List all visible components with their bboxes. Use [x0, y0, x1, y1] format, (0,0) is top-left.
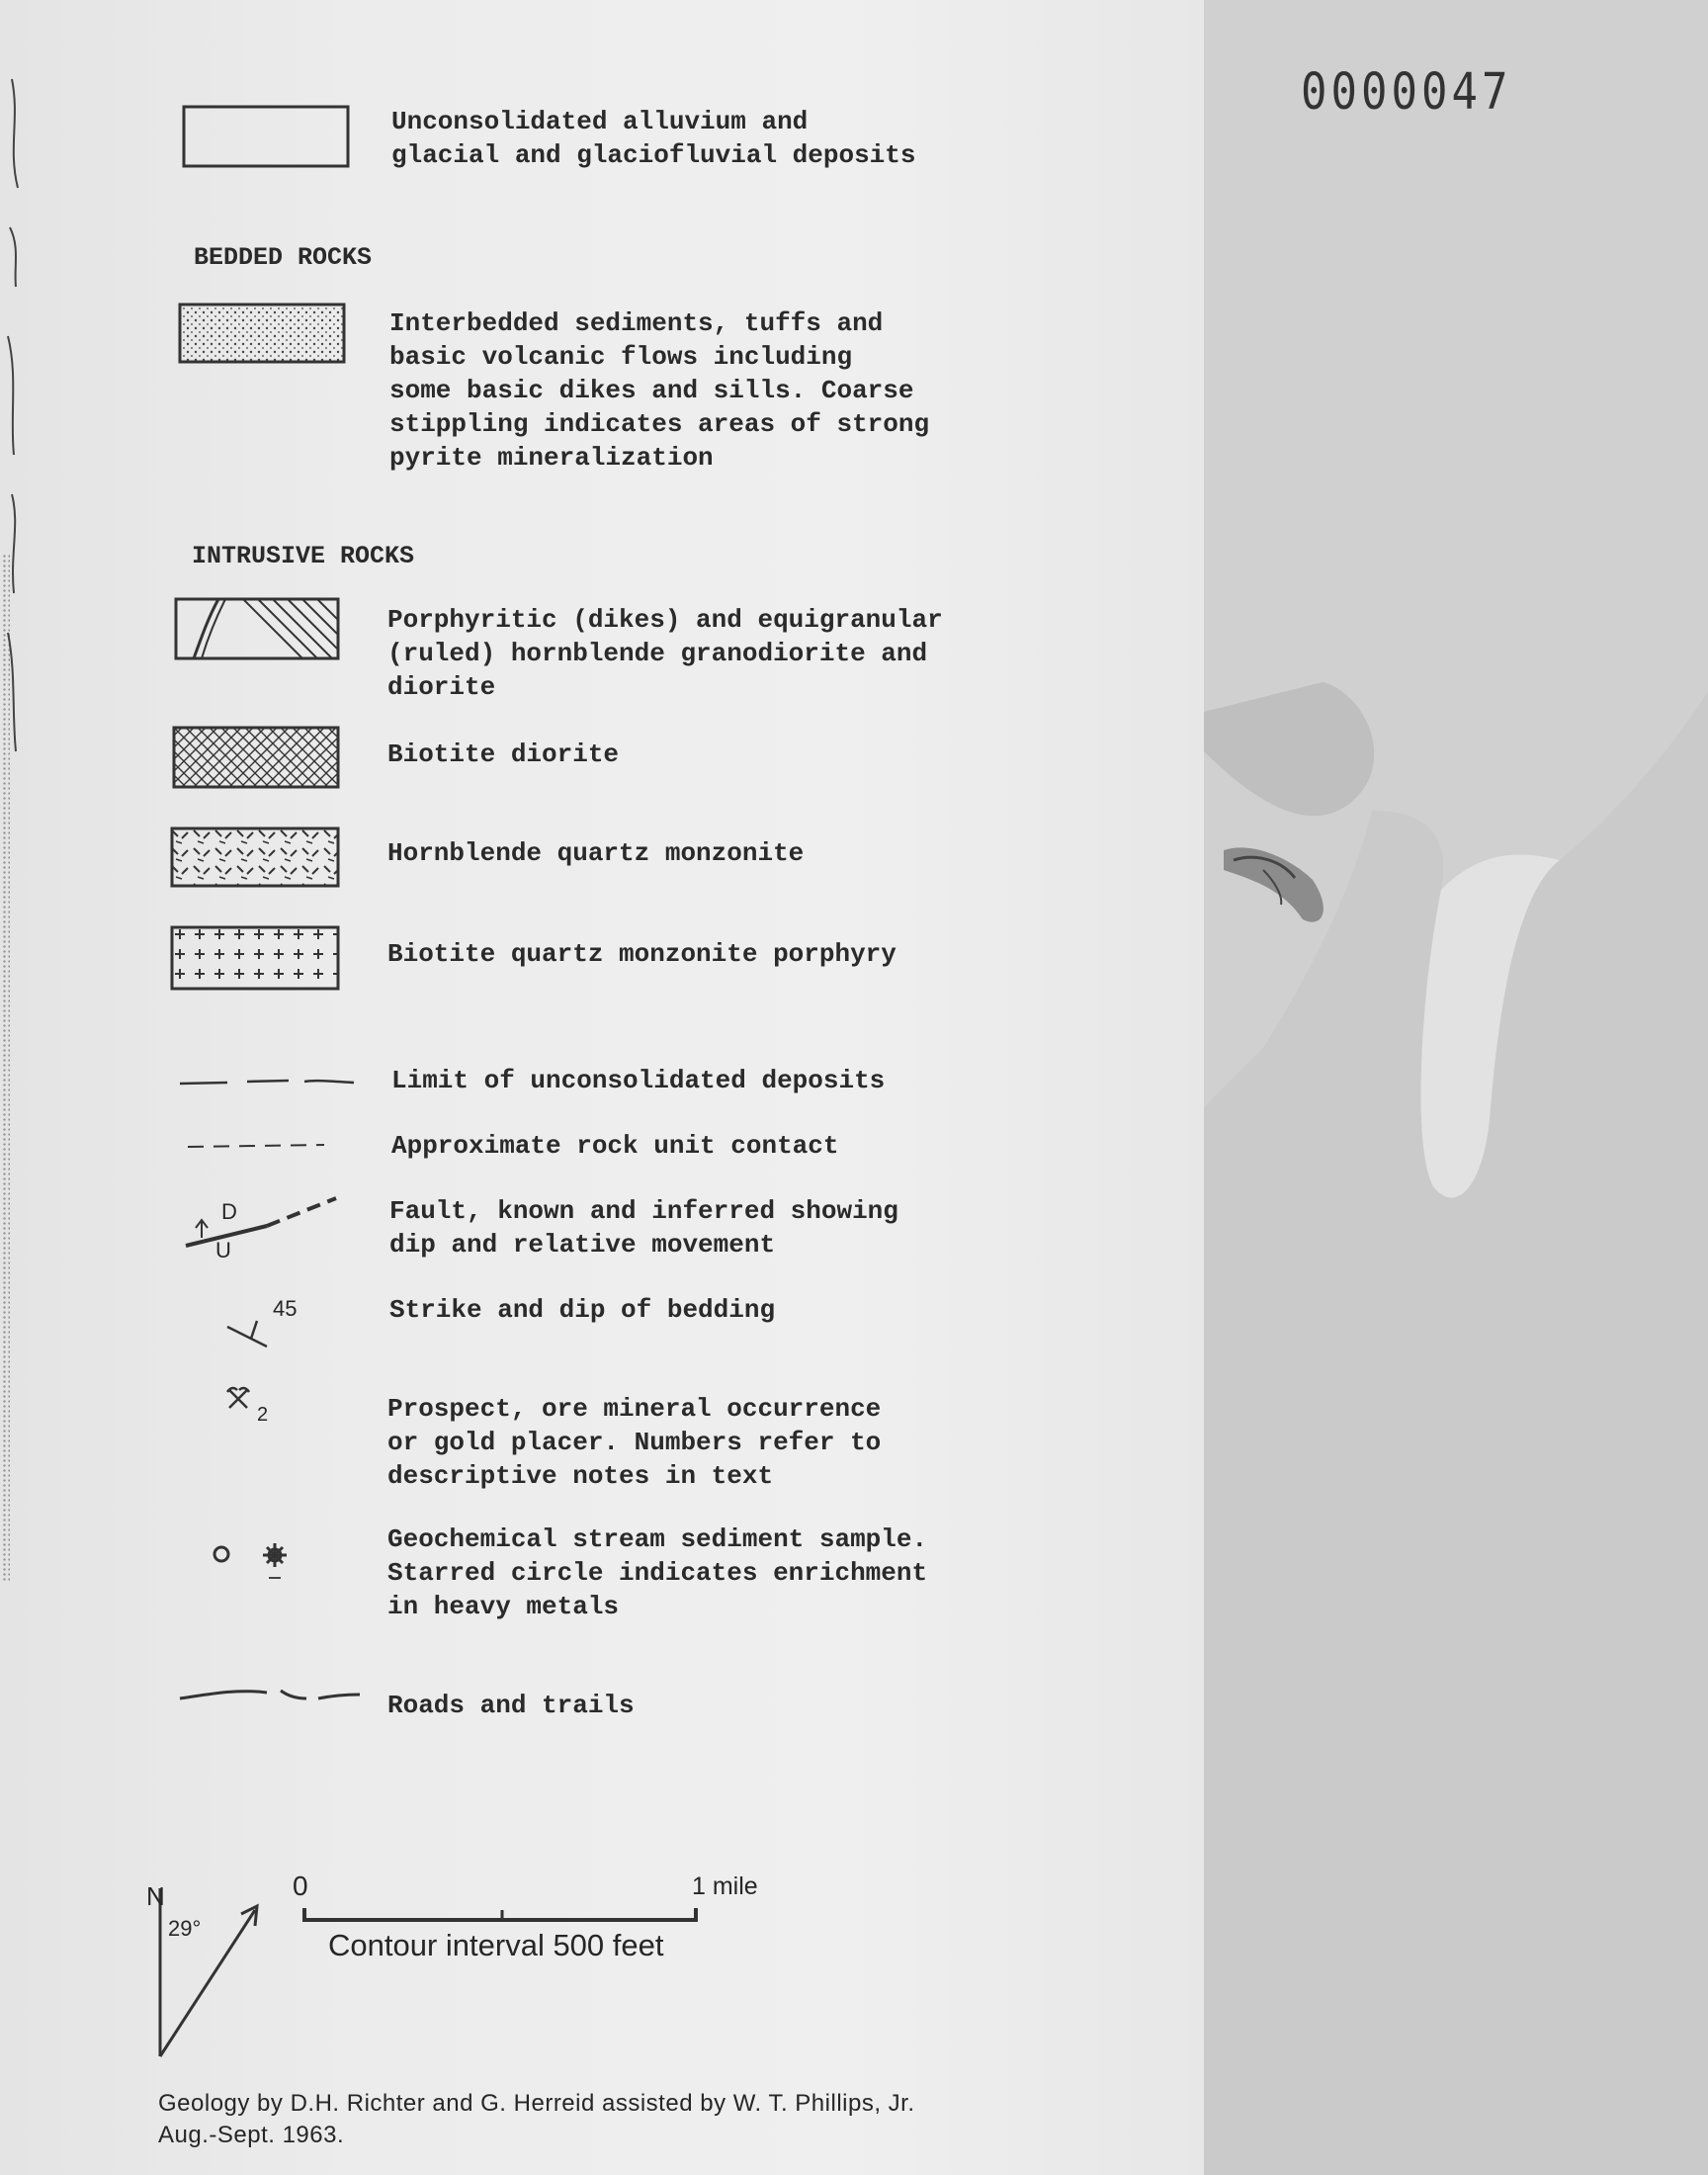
- scale-mile-label: 1 mile: [692, 1872, 758, 1900]
- interbedded-swatch: [178, 303, 346, 364]
- prospect-number-label: 2: [257, 1404, 269, 1426]
- bedded-rocks-heading: BEDDED ROCKS: [194, 243, 373, 272]
- porphyritic-description: Porphyritic (dikes) and equigranular (ruled) hornblende granodiorite and diorite: [387, 605, 943, 702]
- biotite-qmp-swatch: [170, 925, 340, 991]
- hornblende-qm-description: Hornblende quartz monzonite: [387, 838, 805, 868]
- contact-description: Approximate rock unit contact: [391, 1131, 839, 1161]
- map-fragment-panel: [1204, 0, 1708, 2175]
- scale-zero-label: 0: [293, 1870, 308, 1901]
- limit-line-symbol: [178, 1072, 356, 1091]
- fault-down-label: D: [221, 1199, 237, 1224]
- intrusive-rocks-heading: INTRUSIVE ROCKS: [192, 542, 415, 570]
- alluvium-description: Unconsolidated alluvium and glacial and glaciofluvial deposits: [391, 107, 916, 170]
- fault-symbol: [178, 1186, 346, 1256]
- prospect-description: Prospect, ore mineral occurrence or gold placer. Numbers refer to descriptive notes in text: [387, 1394, 882, 1491]
- geochem-description: Geochemical stream sediment sample. Starred circle indicates enrichment in heavy metals: [387, 1524, 928, 1621]
- map-fragment-illustration: [1204, 0, 1708, 2175]
- roads-description: Roads and trails: [387, 1691, 635, 1720]
- biotite-diorite-swatch: [172, 726, 340, 789]
- hornblende-qm-swatch: [170, 826, 340, 888]
- contour-interval-label: Contour interval 500 feet: [328, 1928, 664, 1962]
- scale-and-north-arrow: [138, 1869, 751, 2076]
- porphyritic-swatch: [174, 597, 340, 660]
- strike-dip-symbol: [221, 1313, 281, 1352]
- interbedded-description: Interbedded sediments, tuffs and basic volcanic flows including some basic dikes and sills. Coarse stippling indicates areas of strong pyrite mineralization: [389, 308, 930, 473]
- document-number: 0000047: [1301, 63, 1512, 122]
- contact-line-symbol: [186, 1139, 334, 1153]
- fault-up-label: U: [215, 1238, 231, 1262]
- declination-label: 29°: [168, 1916, 202, 1941]
- geochem-sample-icons: [208, 1538, 297, 1586]
- geology-credit: Geology by D.H. Richter and G. Herreid assisted by W. T. Phillips, Jr. Aug.-Sept. 1963.: [158, 2090, 915, 2148]
- north-label: N: [146, 1881, 165, 1911]
- dip-value-label: 45: [273, 1296, 298, 1321]
- strike-dip-description: Strike and dip of bedding: [389, 1295, 776, 1325]
- biotite-qmp-description: Biotite quartz monzonite porphyry: [387, 939, 897, 969]
- fault-description: Fault, known and inferred showing dip and relative movement: [389, 1196, 898, 1260]
- margin-marks: [0, 59, 40, 850]
- biotite-diorite-description: Biotite diorite: [387, 740, 620, 769]
- limit-description: Limit of unconsolidated deposits: [391, 1066, 886, 1095]
- roads-line-symbol: [178, 1681, 362, 1710]
- alluvium-swatch: [182, 105, 350, 168]
